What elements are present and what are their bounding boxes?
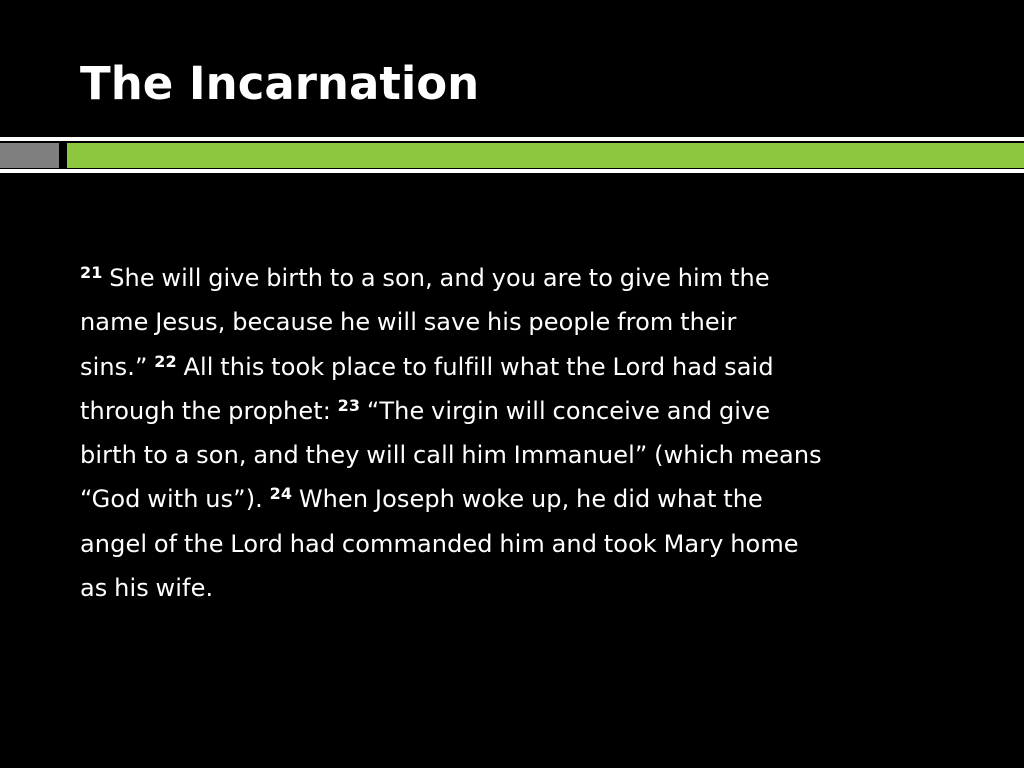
verse-number: 22 [154,351,177,371]
title-divider-bottom-line [0,169,1024,173]
passage-line [80,256,980,300]
passage-text: through the prophet: [80,396,338,425]
passage-line [80,345,980,389]
passage-line [80,300,980,344]
verse-number: 21 [80,263,103,282]
passage-text: “The virgin will conceive and give [360,396,771,425]
gray-accent-bar [0,143,59,168]
scripture-passage [80,256,980,610]
passage-line [80,389,980,433]
passage-text: birth to a son, and they will call him Immanuel” (which means [80,441,822,470]
verse-number: 24 [269,484,293,504]
title-divider-top-line [0,137,1024,141]
green-accent-bar [67,143,1024,168]
passage-text: When Joseph woke up, he did what the [292,485,763,514]
passage-text: angel of the Lord had commanded him and took Mary home [80,529,799,558]
passage-text: “God with us”). [80,485,270,514]
passage-text: name Jesus, because he will save his people from their [80,308,737,337]
passage-text: as his wife. [80,574,214,603]
passage-line [80,433,980,477]
verse-number: 23 [337,395,361,415]
passage-text: She will give birth to a son, and you are to give him the [102,264,770,292]
passage-line [80,522,980,566]
passage-line [80,566,980,610]
slide-title: The Incarnation [80,57,480,110]
passage-line [80,477,980,521]
passage-text: All this took place to fulfill what the Lord had said [176,352,774,381]
passage-text: sins.” [80,352,155,381]
